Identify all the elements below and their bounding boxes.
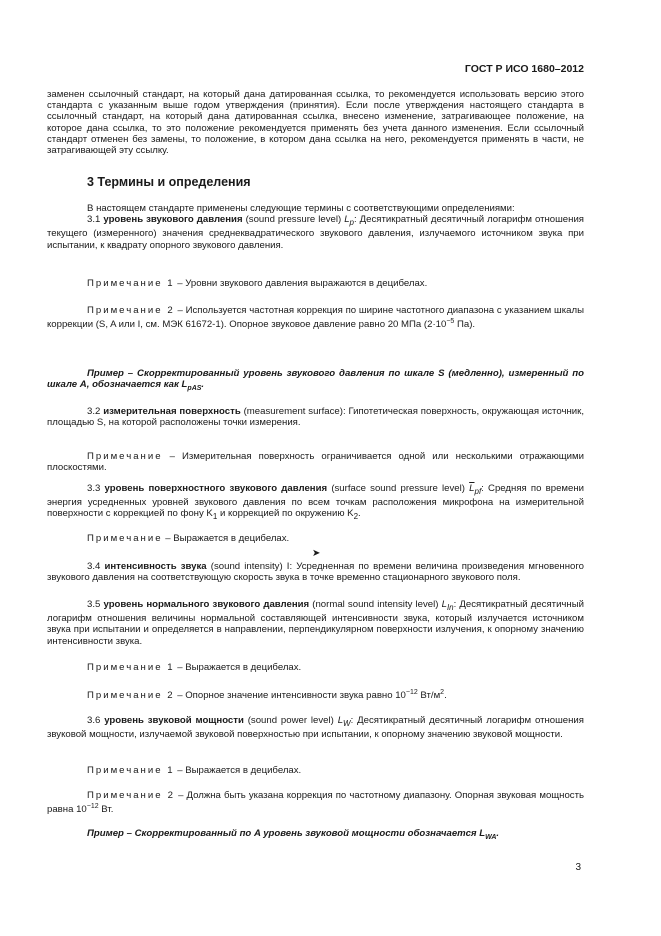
note-3-1-2: Примечание 2 – Используется частотная коррекция по ширине частотного диапазона с указанием шкалы коррекции (S, A или I, см. МЭК 61672-1). Опорное звуковое давление равно 20 МПа ($2\cdot 10^{-5}$ Па).: [47, 305, 584, 331]
note-label: Примечание 2: [87, 690, 175, 702]
note-label: Примечание 2: [87, 305, 175, 316]
note-label: Примечание 1: [87, 662, 175, 673]
term-3-1: [47, 203, 584, 251]
cursor-icon: ➤: [312, 548, 321, 559]
section-heading: [47, 175, 584, 189]
document-header: ГОСТ Р ИСО 1680–2012: [464, 63, 584, 75]
term-3-1-definition: 3.1 уровень звукового давления (sound pressure level) $L_p$: Десятикратный десятичный логарифм отношения текущего (измеренного) значения среднеквадратического звукового давления, излучаемого источником звука при испытании, к квадрату опорного звукового давления.: [47, 214, 584, 251]
term-name: уровень звукового давления: [103, 214, 243, 226]
note-3-3: Примечание – Выражается в децибелах.: [87, 533, 290, 544]
note-label: Примечание 2: [87, 790, 175, 801]
term-name: измерительная поверхность: [103, 406, 241, 417]
note-label: Примечание: [87, 451, 163, 462]
note-label: Примечание 1: [87, 278, 175, 289]
term-name: уровень поверхностного звукового давления: [104, 483, 328, 494]
term-3-4: 3.4 интенсивность звука (sound intensity) I: Усредненная по времени величина произведения мгновенного звукового давления на соответствующую скорость звука в точке временно стационарного звукового поля.: [47, 561, 584, 584]
page-number: 3: [575, 862, 581, 873]
section-title: 3 Термины и определения: [87, 175, 251, 189]
term-name: уровень нормального звукового давления: [103, 599, 310, 610]
note-3-6-1: Примечание 1 – Выражается в децибелах.: [87, 765, 302, 776]
intro-text: заменен ссылочный стандарт, на который дана датированная ссылка, то рекомендуется использовать версию этого стандарта с указанным выше годом утверждения (принятия). Если после утверждения настоящего стандарта в ссылочный стандарт, на который дана датированная ссылка, внесено изменение, затрагивающее положение, на которое дана ссылка, то это положение рекомендуется применять без учета данного изменения. Если ссылочный стандарт отменен без замены, то положение, в котором дана ссылка на него, рекомендуется применять в части, не затрагивающей эту ссылку.: [47, 89, 584, 157]
note-3-6-2: Примечание 2 – Должна быть указана коррекция по частотному диапазону. Опорная звуковая мощность равна $10^{-12}$ Вт.: [47, 790, 584, 816]
note-3-2: Примечание – Измерительная поверхность ограничивается одной или несколькими отражающими плоскостями.: [47, 451, 584, 474]
note-3-5-2: Примечание 2 – Опорное значение интенсивности звука равно $10^{-12}$ $Вт/м^2$.: [87, 689, 447, 702]
term-name: уровень звуковой мощности: [104, 715, 244, 726]
intro-paragraph: [47, 89, 584, 156]
note-label: Примечание 1: [87, 765, 175, 776]
term-3-6: 3.6 уровень звуковой мощности (sound power level) $L_W$: Десятикратный десятичный логарифм отношения звуковой мощности, излучаемой звуковой поверхностью при испытании, к опорному значению звуковой мощности.: [47, 715, 584, 741]
note-3-5-1: Примечание 1 – Выражается в децибелах.: [87, 662, 302, 673]
example-2: Пример – Скорректированный по A уровень звуковой мощности обозначается $L_{WA}$.: [87, 828, 500, 841]
term-name: интенсивность звука: [104, 561, 207, 572]
example-1: Пример – Скорректированный уровень звукового давления по шкале S (медленно), измеренный по шкале A, обозначается как $L_{pAS}$.: [47, 368, 584, 393]
section-intro: В настоящем стандарте применены следующие термины с соответствующими определениями:: [87, 203, 515, 214]
note-3-1-1: Примечание 1 – Уровни звукового давления выражаются в децибелах.: [87, 278, 428, 289]
term-3-5: 3.5 уровень нормального звукового давления (normal sound intensity level) $L_{In}$: Десятикратный десятичный логарифм отношения величины нормальной составляющей интенсивности звука, который излучается источником звука при испытании и определяется в направлении, перпендикулярном поверхности излучения, к опорному значению интенсивности звука.: [47, 599, 584, 647]
term-3-2: 3.2 измерительная поверхность (measurement surface): Гипотетическая поверхность, окружающая источник, площадью S, на которой расположены точки измерения.: [47, 406, 584, 429]
note-label: Примечание: [87, 533, 163, 544]
term-3-3: 3.3 уровень поверхностного звукового давления (surface sound pressure level) $\overline{L}_{pf}$: Средняя по времени энергия усредненных уровней звукового давления по всем точкам расположения микрофона на измерительной поверхности с коррекцией по фону $K_1$ и коррекцией по окружению $K_2$.: [47, 483, 584, 522]
